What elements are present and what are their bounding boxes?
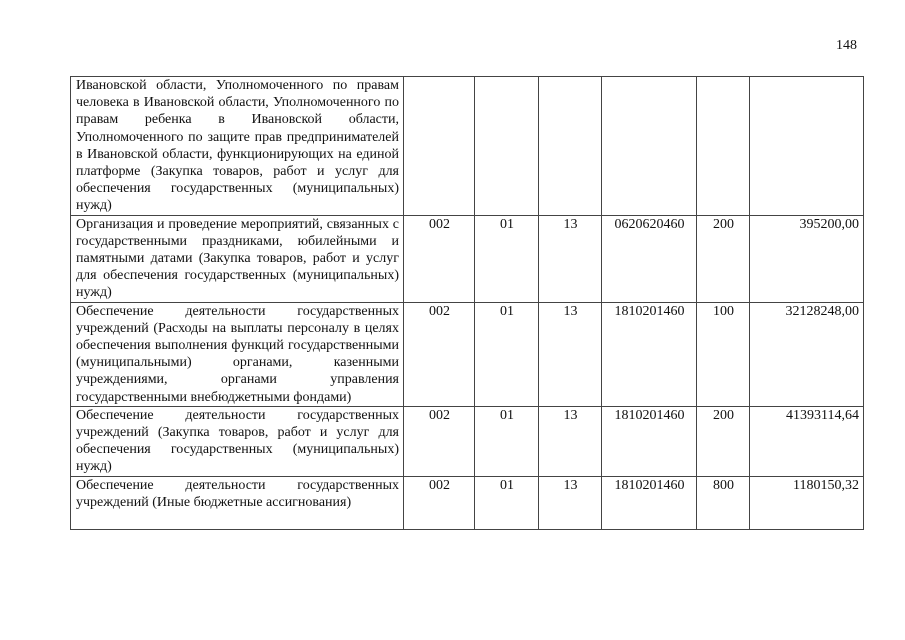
row-description: Организация и проведение мероприятий, связанных с государственными праздниками, юбилейными и памятными датами (Закупка товаров, работ и услуг для обеспечения государственных (муниципальных) нужд) <box>71 215 404 302</box>
page-number: 148 <box>836 38 857 53</box>
section-code: 01 <box>475 406 539 476</box>
section-code <box>475 77 539 216</box>
table-row <box>71 302 864 406</box>
expense-type-code: 200 <box>697 406 750 476</box>
row-description: Обеспечение деятельности государственных учреждений (Закупка товаров, работ и услуг для обеспечения государственных (муниципальных) нужд) <box>71 406 404 476</box>
expense-type-code: 100 <box>697 302 750 406</box>
row-description: Обеспечение деятельности государственных учреждений (Иные бюджетные ассигнования) <box>71 476 404 529</box>
expense-type-code <box>697 77 750 216</box>
expense-type-code: 800 <box>697 476 750 529</box>
ministry-code: 002 <box>404 406 475 476</box>
expense-type-code: 200 <box>697 215 750 302</box>
table-row <box>71 406 864 476</box>
ministry-code <box>404 77 475 216</box>
row-description: Обеспечение деятельности государственных учреждений (Расходы на выплаты персоналу в целях обеспечения выполнения функций государственными (муниципальными) органами, казенными учреждениями, органами управления государственными внебюджетными фондами) <box>71 302 404 406</box>
section-code: 01 <box>475 302 539 406</box>
target-article-code: 1810201460 <box>602 406 697 476</box>
subsection-code: 13 <box>539 302 602 406</box>
ministry-code: 002 <box>404 476 475 529</box>
amount: 395200,00 <box>750 215 864 302</box>
subsection-code: 13 <box>539 215 602 302</box>
amount: 1180150,32 <box>750 476 864 529</box>
amount: 32128248,00 <box>750 302 864 406</box>
ministry-code: 002 <box>404 215 475 302</box>
table-row <box>71 215 864 302</box>
budget-table <box>70 76 864 530</box>
section-code: 01 <box>475 215 539 302</box>
table-row <box>71 77 864 216</box>
section-code: 01 <box>475 476 539 529</box>
table-row <box>71 476 864 529</box>
target-article-code: 1810201460 <box>602 302 697 406</box>
subsection-code <box>539 77 602 216</box>
subsection-code: 13 <box>539 476 602 529</box>
row-description: Ивановской области, Уполномоченного по правам человека в Ивановской области, Уполномоченного по правам ребенка в Ивановской области, Уполномоченного по защите прав предпринимателей в Ивановской области, функционирующих на единой платформе (Закупка товаров, работ и услуг для обеспечения государственных (муниципальных) нужд) <box>71 77 404 216</box>
amount: 41393114,64 <box>750 406 864 476</box>
subsection-code: 13 <box>539 406 602 476</box>
ministry-code: 002 <box>404 302 475 406</box>
target-article-code <box>602 77 697 216</box>
amount <box>750 77 864 216</box>
target-article-code: 1810201460 <box>602 476 697 529</box>
target-article-code: 0620620460 <box>602 215 697 302</box>
